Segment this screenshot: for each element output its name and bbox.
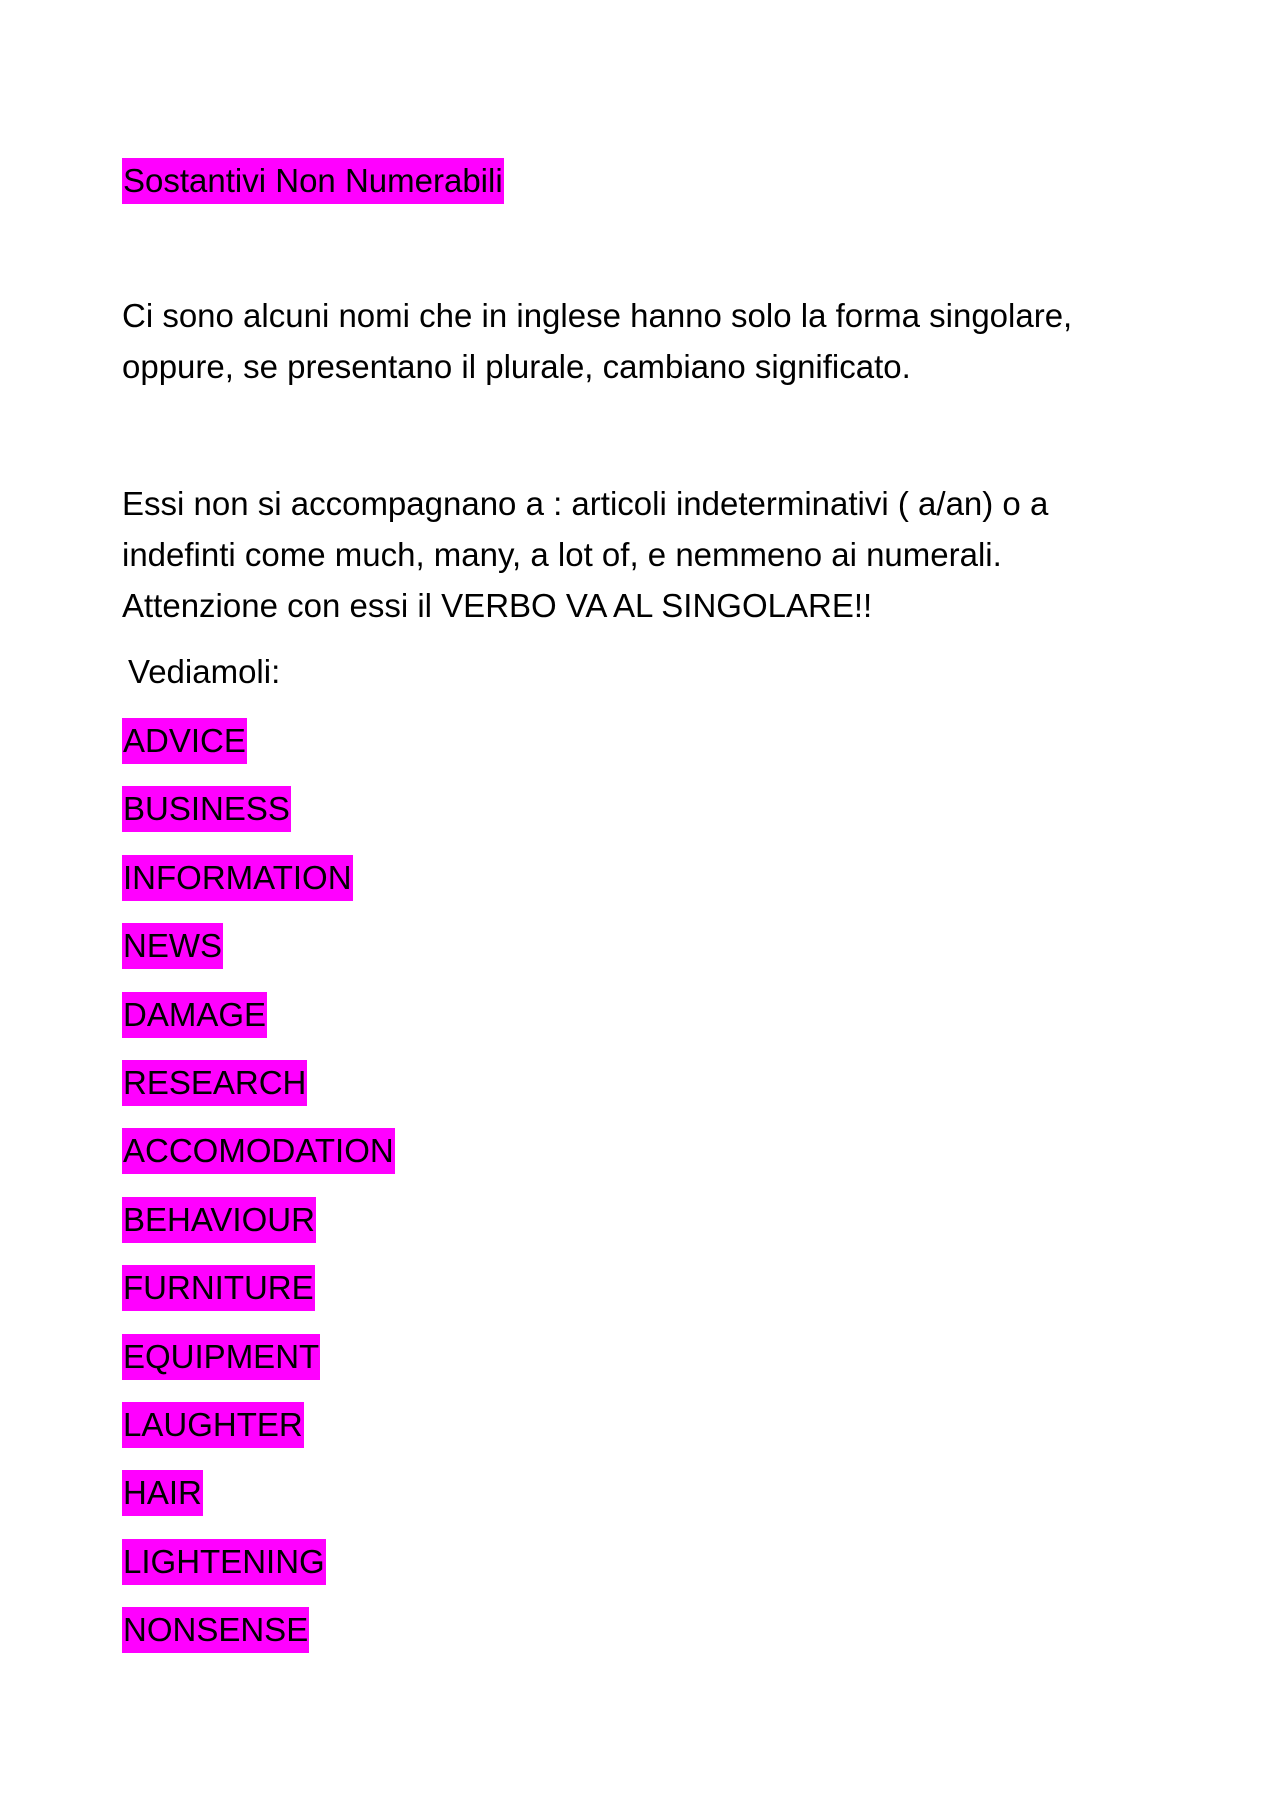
paragraph-line: oppure, se presentano il plurale, cambiano significato. — [122, 348, 911, 385]
list-item — [122, 718, 395, 786]
uncountable-nouns-list — [122, 718, 395, 1675]
list-item — [122, 855, 395, 923]
word-highlight: FURNITURE — [122, 1265, 315, 1311]
paragraph-line: indefinti come much, many, a lot of, e nemmeno ai numerali. — [122, 536, 1002, 573]
list-item — [122, 992, 395, 1060]
page-title — [122, 155, 504, 206]
word-highlight: INFORMATION — [122, 855, 353, 901]
word-highlight: DAMAGE — [122, 992, 267, 1038]
word-highlight: HAIR — [122, 1470, 203, 1516]
list-item — [122, 786, 395, 854]
word-highlight: LIGHTENING — [122, 1539, 326, 1585]
paragraph-rules — [122, 478, 1048, 631]
list-item — [122, 1539, 395, 1607]
paragraph-line: Ci sono alcuni nomi che in inglese hanno solo la forma singolare, — [122, 297, 1073, 334]
word-highlight: ADVICE — [122, 718, 247, 764]
word-highlight: NONSENSE — [122, 1607, 309, 1653]
word-highlight: BEHAVIOUR — [122, 1197, 316, 1243]
list-intro-label: Vediamoli: — [128, 653, 281, 690]
list-item — [122, 1060, 395, 1128]
list-item — [122, 923, 395, 991]
word-highlight: RESEARCH — [122, 1060, 307, 1106]
list-item — [122, 1607, 395, 1675]
word-highlight: NEWS — [122, 923, 223, 969]
word-highlight: LAUGHTER — [122, 1402, 304, 1448]
word-highlight: EQUIPMENT — [122, 1334, 320, 1380]
paragraph-intro — [122, 290, 1072, 392]
paragraph-line: Essi non si accompagnano a : articoli indeterminativi ( a/an) o a — [122, 485, 1049, 522]
list-item — [122, 1334, 395, 1402]
word-highlight: BUSINESS — [122, 786, 291, 832]
title-highlight: Sostantivi Non Numerabili — [122, 158, 504, 204]
list-item — [122, 1402, 395, 1470]
word-highlight: ACCOMODATION — [122, 1128, 395, 1174]
list-item — [122, 1265, 395, 1333]
list-item — [122, 1128, 395, 1196]
list-item — [122, 1470, 395, 1538]
paragraph-line: Attenzione con essi il VERBO VA AL SINGOLARE!! — [122, 587, 873, 624]
list-item — [122, 1197, 395, 1265]
